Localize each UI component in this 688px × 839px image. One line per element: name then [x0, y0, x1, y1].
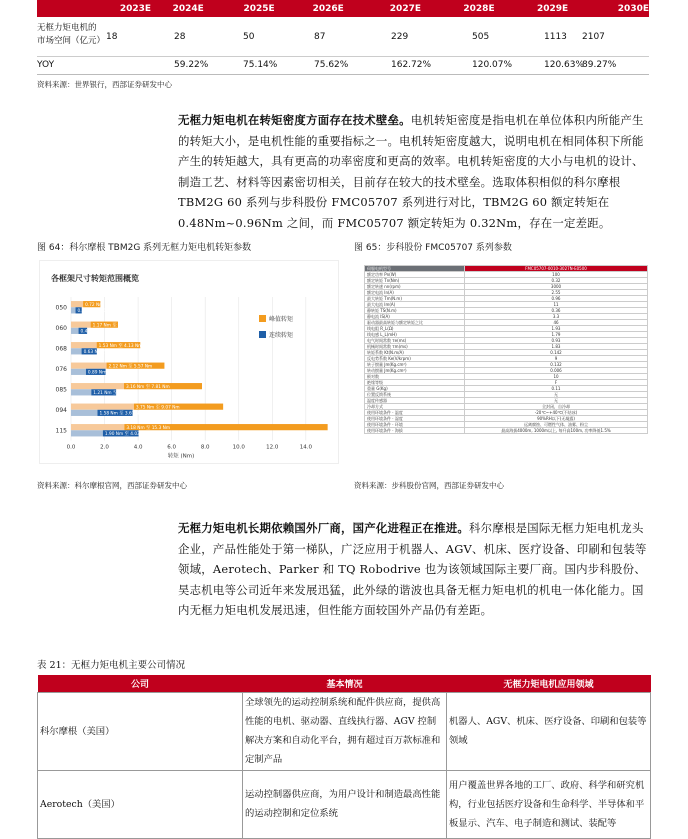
spec-value: 10 — [465, 374, 648, 380]
spec-value: 0.36 — [465, 308, 648, 314]
spec-param: 使用环境条件 · 海拔 — [365, 428, 465, 434]
spec-value: 3000 — [465, 284, 648, 290]
spec-param: 使用环境条件 · 环境 — [365, 422, 465, 428]
bar-base — [71, 410, 98, 416]
value-cell: 28 — [174, 32, 186, 42]
spec-param: 线电感 L_L(mH) — [365, 332, 465, 338]
company-table — [37, 675, 651, 839]
bar-data-label: 1.90 Nm 至 4.03 Nm — [104, 431, 149, 437]
x-tick-label: 2.0 — [100, 444, 109, 451]
spec-value: 0.132 — [465, 362, 648, 368]
x-tick-label: 0.0 — [66, 444, 76, 451]
bar-data-label: 0.72 Nm 至 1.75 Nm — [85, 302, 129, 308]
yoy-cell: 89.27% — [582, 60, 617, 70]
paragraph-localization — [178, 518, 654, 621]
header-cell: 2030E — [612, 0, 649, 17]
spec-param: 转动惯量 Jm(Kg.cm²) — [365, 368, 465, 374]
value-cell: 87 — [314, 32, 326, 42]
category-label: 094 — [55, 406, 67, 414]
spec-value: 100 — [465, 272, 648, 278]
x-tick-label: 12.0 — [266, 444, 279, 451]
spec-param: 驱动器最高转矩与额定转矩之比 — [365, 320, 465, 326]
application-cell: 用户覆盖世界各地的工厂、政府、科学和研究机构，行业包括医疗设备和生命科学、半导体和平板显示、汽车、电子制造和测试、装配等 — [447, 770, 651, 838]
source-note: 资料来源：步科股份官网，西部证券研发中心 — [354, 481, 504, 490]
legend-swatch — [259, 315, 266, 322]
category-label: 115 — [55, 427, 67, 435]
legend-label: 连续转矩 — [269, 332, 294, 339]
header-cell: 2026E — [307, 0, 384, 17]
value-cell: 2107 — [582, 32, 605, 42]
bar-base — [71, 322, 91, 328]
spec-param: 电气时间常数 τe(ms) — [365, 338, 465, 344]
header-cell: 2025E — [237, 0, 306, 17]
yoy-cell: 75.14% — [243, 60, 278, 70]
x-tick-label: 14.0 — [299, 444, 312, 451]
yoy-cell: 75.62% — [314, 60, 349, 70]
header-cell-blank — [37, 0, 98, 17]
bar-data-label: 1.53 Nm 至 4.13 Nm — [98, 343, 143, 349]
market-space-table — [37, 0, 649, 17]
market-row-label — [37, 22, 105, 48]
spec-value: 0.32 — [465, 278, 648, 284]
application-cell: 机器人、AGV、机床、医疗设备、印刷和包装等领域 — [447, 692, 651, 770]
x-tick-label: 6.0 — [167, 444, 177, 451]
spec-param: 静电流 IS(A) — [365, 314, 465, 320]
bar-base — [71, 430, 103, 436]
company-cell: 科尔摩根（美国） — [38, 692, 243, 770]
spec-param: 线电阻 R_L(Ω) — [365, 326, 465, 332]
spec-value: 46 — [465, 320, 648, 326]
figure-64 — [37, 257, 344, 475]
source-note: 资料来源：科尔摩根官网，西部证券研发中心 — [37, 481, 187, 490]
bar-base — [71, 424, 124, 430]
spec-value: 0.142 — [465, 350, 648, 356]
spec-param: 额定功率 Pn(W) — [365, 272, 465, 278]
value-cell: 229 — [391, 32, 409, 42]
header-cell: 2027E — [384, 0, 458, 17]
bar-base — [71, 363, 107, 369]
spec-value: 远离腐蚀、可燃性气体、油雾、粉尘 — [465, 422, 648, 428]
spec-value: -20℃~+40℃(不结冰) — [465, 410, 648, 416]
bar-data-label: 0.89 Nm 至 2.06 Nm — [87, 370, 132, 376]
spec-header-left: 伺服电机型号 — [365, 266, 465, 272]
figure-64-caption: 图 64：科尔摩根 TBM2G 系列无框力矩电机转矩参数 — [37, 243, 252, 253]
spec-param: 极对数 — [365, 374, 465, 380]
spec-param: 最大转矩 Tm(N.m) — [365, 296, 465, 302]
category-label: 060 — [55, 324, 67, 332]
category-label: 050 — [55, 304, 67, 312]
legend-label: 峰值转矩 — [269, 316, 294, 323]
yoy-cell: 162.72% — [391, 60, 432, 70]
spec-param: 位置反馈系统 — [365, 392, 465, 398]
row-label-line: 市场空间（亿元） — [37, 36, 106, 46]
header-cell: 2023E — [98, 0, 166, 17]
spec-value: 2.55 — [465, 290, 648, 296]
bar-data-label: 0.45 Nm 至 0.96 Nm — [80, 329, 125, 335]
spec-param: 机械时间常数 τm(ms) — [365, 344, 465, 350]
row-label-line: 无框力矩电机的 — [37, 23, 97, 33]
table-row — [38, 770, 651, 838]
bar-base — [71, 348, 82, 354]
category-label: 068 — [55, 345, 67, 353]
paragraph-torque-density — [178, 110, 652, 234]
figure-65-caption: 图 65：步科股份 FMC05707 系列参数 — [354, 243, 512, 253]
spec-value: 9 — [465, 356, 648, 362]
bar-base — [71, 389, 91, 395]
bar-base — [71, 383, 124, 389]
para-lead: 无框力矩电机在转矩密度方面存在技术壁垒。 — [178, 113, 411, 127]
spec-value: 最高海拔4000m, 1000m以上, 每升高100m, 功率降低1.5% — [465, 428, 648, 434]
yoy-cell: 120.07% — [472, 60, 513, 70]
yoy-cell: 59.22% — [174, 60, 209, 70]
bar-base — [71, 369, 86, 375]
header-cell: 2024E — [167, 0, 238, 17]
basic-info-cell: 全球领先的运动控制系统和配件供应商，提供高性能的电机、驱动器、直线执行器、AGV 控制解决方案和自动化平台，拥有超过百万款标准和定制产品 — [243, 692, 447, 770]
spec-value: 无 — [465, 398, 648, 404]
spec-value: 0.96 — [465, 296, 648, 302]
bar-base — [71, 328, 79, 334]
torque-bar-chart — [37, 257, 344, 475]
company-cell: Aerotech（美国） — [38, 770, 243, 838]
value-cell: 50 — [243, 32, 255, 42]
bar-base — [71, 301, 83, 307]
spec-param: 重量 G(Kg) — [365, 386, 465, 392]
spec-param: 绝缘等级 — [365, 380, 465, 386]
chart-title: 各框架尺寸转矩范围概览 — [51, 274, 139, 283]
spec-value: 11 — [465, 302, 648, 308]
spec-value: 3.3 — [465, 314, 648, 320]
table-row — [38, 692, 651, 770]
bar-data-label: 3.75 Nm 至 9.07 Nm — [135, 405, 180, 411]
yoy-label: YOY — [37, 60, 55, 70]
spec-param: 转矩系数 Kt(N.m/A) — [365, 350, 465, 356]
bar-data-label: 0.27 Nm 至 0.64 Nm — [77, 308, 122, 314]
header-cell: 2029E — [531, 0, 612, 17]
spec-row — [365, 428, 648, 434]
bar-data-label: 1.58 Nm 至 3.67 Nm — [99, 411, 144, 417]
x-tick-label: 8.0 — [200, 444, 210, 451]
spec-param: 额定电流 In(A) — [365, 290, 465, 296]
value-cell: 1113 — [544, 32, 567, 42]
bar-data-label: 2.12 Nm 至 5.57 Nm — [108, 364, 153, 370]
legend-swatch — [259, 331, 266, 338]
spec-value: 90%RH以下(无凝露) — [465, 416, 648, 422]
para-lead: 无框力矩电机长期依赖国外厂商，国产化进程正在推进。 — [178, 521, 470, 535]
category-label: 085 — [55, 386, 67, 394]
para-body: 电机转矩密度是指电机在单位体积内所能产生的转矩大小，是电机性能的重要指标之一。电机转矩密度越大，说明电机在相同体积下所能产生的转矩越大，具有更高的功率密度和更高的效率。电机转矩密度的大小与电机的设计、制造工艺、材料等因素密切相关，目前存在较大的技术壁垒。选取体积相似的科尔摩根 TBM2G 60 系列与步科股份 FMC05707 系列进行对比，TBM2G 60 额定转矩在 0.48Nm~0.96Nm 之间，而 FMC05707 额定转矩为 0.32Nm，存在一定差距。 — [178, 113, 644, 230]
x-tick-label: 10.0 — [232, 444, 245, 451]
value-cell: 18 — [106, 32, 118, 42]
col-header: 基本情况 — [243, 675, 447, 692]
spec-param: 温度传感器 — [365, 398, 465, 404]
table-21-caption: 表 21：无框力矩电机主要公司情况 — [37, 660, 186, 671]
bar-data-label: 1.17 Nm 至 2.80 Nm — [92, 323, 137, 329]
spec-param: 使用环境条件 · 湿度 — [365, 416, 465, 422]
para-body: 科尔摩根是国际无框力矩电机龙头企业，产品性能处于第一梯队，广泛应用于机器人、AGV、机床、医疗设备、印刷和包装等领域，Aerotech、Parker 和 TQ Robodrive 也为该领域国际主要厂商。国内步科股份、昊志机电等公司近年来发展迅猛，此外绿的谐波也具备无框力矩电机的机电一体化能力。国内无框力矩电机发展迅速，但性能方面较国外产品仍有差距。 — [178, 521, 647, 618]
spec-param: 静转矩 TS(N.m) — [365, 308, 465, 314]
company-table-header — [38, 675, 651, 692]
fmc05707-spec-table — [364, 265, 648, 434]
spec-param: 冷却方式 — [365, 404, 465, 410]
source-note: 资料来源：世界银行，西部证券研发中心 — [37, 80, 172, 89]
table-bottom-rule — [37, 74, 649, 75]
spec-value: 0.006 — [465, 368, 648, 374]
col-header: 公司 — [38, 675, 243, 692]
spec-value: 1.83 — [465, 344, 648, 350]
header-cell: 2028E — [457, 0, 531, 17]
spec-param: 反电势系数 Ke(V/krpm) — [365, 356, 465, 362]
bar-base — [71, 307, 76, 313]
spec-value: 1.93 — [465, 326, 648, 332]
x-tick-label: 4.0 — [133, 444, 143, 451]
category-label: 076 — [55, 365, 67, 373]
spec-value: 全封闭，自冷却 — [465, 404, 648, 410]
table-divider — [37, 56, 649, 57]
bar-base — [71, 404, 134, 410]
spec-param: 最大电流 Im(A) — [365, 302, 465, 308]
spec-value: F — [465, 380, 648, 386]
value-cell: 505 — [472, 32, 490, 42]
spec-value: 0.93 — [465, 338, 648, 344]
spec-param: 额定转速 nn(rpm) — [365, 284, 465, 290]
spec-header-right: FMC05707-0010-3027N-E0500 — [465, 266, 648, 272]
spec-param: 额定转矩 Tn(Nm) — [365, 278, 465, 284]
spec-param: 转子惯量 Jm(Kg.cm²) — [365, 362, 465, 368]
bar-base — [71, 342, 97, 348]
x-axis-label: 转矩 (Nm) — [167, 453, 195, 460]
yoy-cell: 120.63% — [544, 60, 585, 70]
spec-value: 无 — [465, 392, 648, 398]
spec-param: 使用环境条件 · 温度 — [365, 410, 465, 416]
market-table-header — [37, 0, 649, 17]
spec-value: 1.79 — [465, 332, 648, 338]
col-header: 无框力矩电机应用领域 — [447, 675, 651, 692]
bar-data-label: 1.21 Nm 至 2.69 Nm — [93, 390, 137, 396]
spec-value: 0.11 — [465, 386, 648, 392]
bar-data-label: 3.16 Nm 至 7.81 Nm — [126, 384, 170, 390]
bar-data-label: 0.63 Nm 至 1.54 Nm — [83, 349, 128, 355]
bar-data-label: 3.18 Nm 至 15.3 Nm — [126, 425, 171, 431]
basic-info-cell: 运动控制器供应商，为用户设计和制造最高性能的运动控制和定位系统 — [243, 770, 447, 838]
